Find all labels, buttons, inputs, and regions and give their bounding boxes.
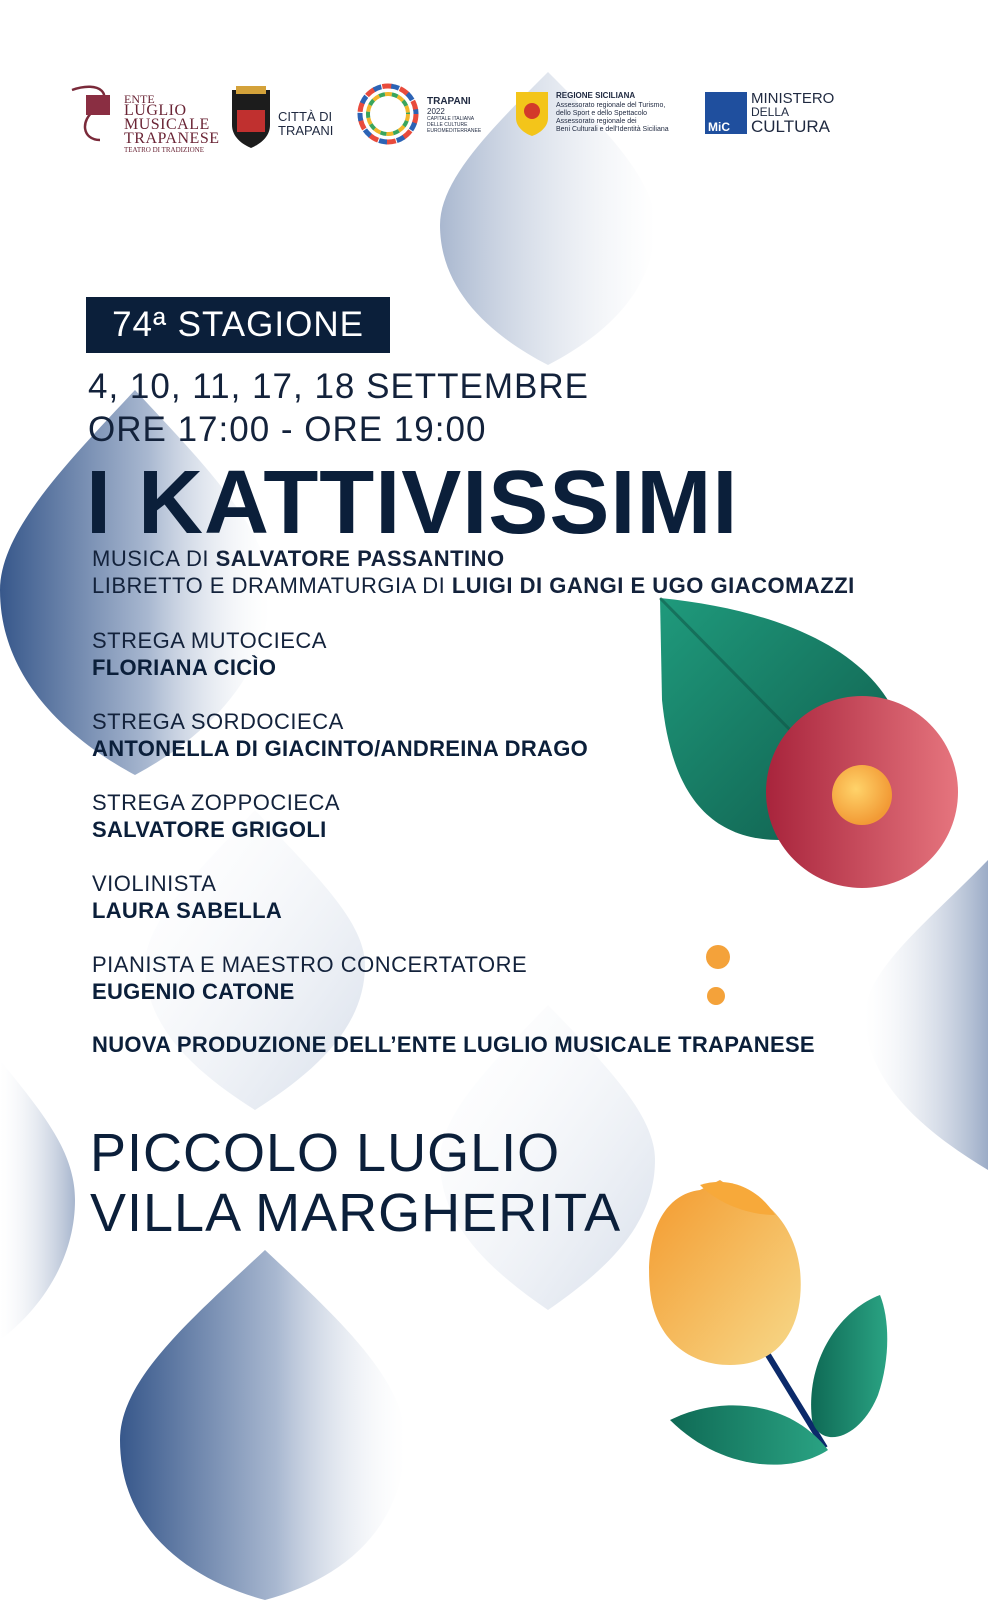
regione-line2: Assessorato regionale del Turismo, bbox=[556, 102, 666, 109]
cast-role: STREGA MUTOCIECA bbox=[92, 628, 327, 653]
sponsor-logos-bar bbox=[0, 0, 988, 170]
cast-role: STREGA ZOPPOCIECA bbox=[92, 790, 341, 815]
music-credit bbox=[92, 546, 505, 572]
trapani2022-title: TRAPANI bbox=[427, 96, 471, 107]
production-note: NUOVA PRODUZIONE DELL’ENTE LUGLIO MUSICALE TRAPANESE bbox=[92, 1032, 815, 1057]
regione-title: REGIONE SICILIANA bbox=[556, 91, 636, 100]
libretto-credit-label: LIBRETTO E DRAMMATURGIA DI bbox=[92, 573, 452, 598]
drop-shape-right-edge bbox=[865, 860, 988, 1170]
tulip-leaf-right-shape bbox=[811, 1295, 887, 1437]
cast-role: VIOLINISTA bbox=[92, 871, 217, 896]
drop-shape-bottom-left bbox=[120, 1250, 405, 1600]
trapani2022-line4: DELLE CULTURE bbox=[427, 122, 468, 128]
cast-role: PIANISTA E MAESTRO CONCERTATORE bbox=[92, 952, 528, 977]
trapani2022-year: 2022 bbox=[427, 107, 445, 116]
regione-line5: Beni Culturali e dell'Identità Siciliana bbox=[556, 126, 669, 133]
elmt-logo-teatro: TEATRO DI TRADIZIONE bbox=[124, 146, 204, 154]
ministero-line2: DELLA bbox=[751, 105, 790, 119]
regione-line3: dello Sport e dello Spettacolo bbox=[556, 110, 648, 117]
event-hours: ORE 17:00 - ORE 19:00 bbox=[88, 410, 487, 449]
cast-role: STREGA SORDOCIECA bbox=[92, 709, 344, 734]
trapani2022-line3: CAPITALE ITALIANA bbox=[427, 116, 475, 122]
cast-name: LAURA SABELLA bbox=[92, 898, 283, 923]
elmt-logo-luglio: LUGLIO bbox=[124, 102, 187, 119]
cast-name: SALVATORE GRIGOLI bbox=[92, 817, 327, 842]
ministero-line1: MINISTERO bbox=[751, 90, 835, 107]
tulip-flower-shape bbox=[649, 1180, 801, 1365]
venue-line2: VILLA MARGHERITA bbox=[90, 1183, 622, 1243]
event-title: I KATTIVISSIMI bbox=[86, 453, 739, 553]
elmt-logo-trapanese: TRAPANESE bbox=[124, 130, 220, 147]
ministero-line3: CULTURA bbox=[751, 117, 831, 136]
trapani2022-line5: EUROMEDITERRANEE bbox=[427, 128, 482, 134]
libretto-credit bbox=[92, 573, 855, 599]
elmt-logo-ente: ENTE bbox=[124, 92, 155, 106]
orange-dot-large bbox=[706, 945, 730, 969]
season-badge: 74ª STAGIONE bbox=[86, 297, 390, 353]
cast-name: FLORIANA CICÌO bbox=[92, 655, 277, 680]
flower-center-shape bbox=[832, 765, 892, 825]
librettist-names: LUIGI DI GANGI E UGO GIACOMAZZI bbox=[451, 573, 855, 598]
venue-line1: PICCOLO LUGLIO bbox=[90, 1123, 561, 1183]
orange-dot-small bbox=[707, 987, 725, 1005]
regione-line4: Assessorato regionale dei bbox=[556, 118, 637, 125]
event-dates: 4, 10, 11, 17, 18 SETTEMBRE bbox=[88, 367, 590, 406]
mic-mark: MiC bbox=[708, 120, 730, 134]
composer-name: SALVATORE PASSANTINO bbox=[215, 546, 505, 571]
trapani-city-line2: TRAPANI bbox=[278, 123, 334, 138]
elmt-logo-musicale: MUSICALE bbox=[124, 116, 210, 133]
music-credit-label: MUSICA DI bbox=[92, 546, 216, 571]
cast-name: EUGENIO CATONE bbox=[92, 979, 295, 1004]
drop-shape-left-edge bbox=[0, 1060, 75, 1340]
cast-name: ANTONELLA DI GIACINTO/ANDREINA DRAGO bbox=[92, 736, 589, 761]
trapani-city-line1: CITTÀ DI bbox=[278, 109, 333, 124]
